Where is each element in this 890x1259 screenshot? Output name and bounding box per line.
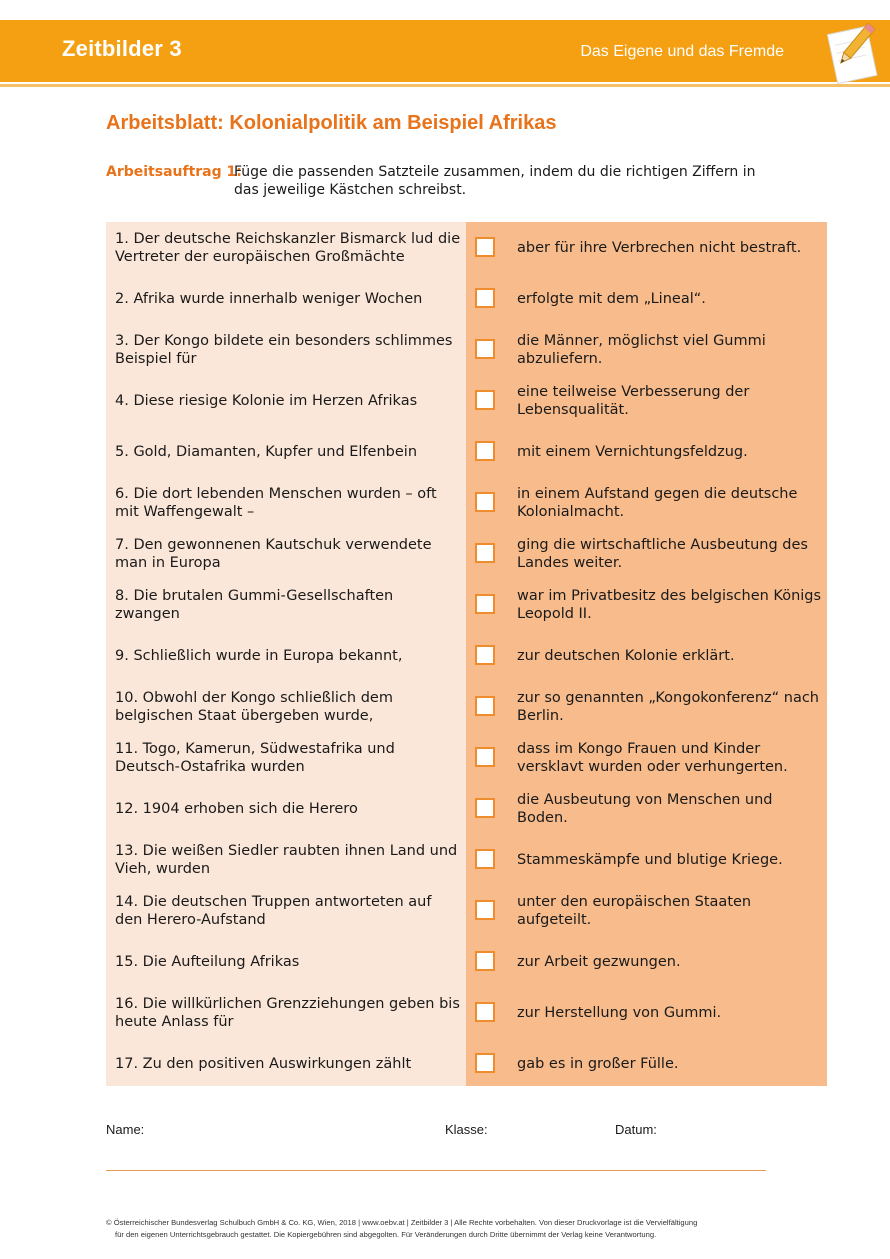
sentence-start: 11. Togo, Kamerun, Südwestafrika und Deutsch-Ostafrika wurden — [115, 740, 395, 775]
sentence-end: zur deutschen Kolonie erklärt. — [517, 647, 735, 664]
sentence-end: gab es in großer Fülle. — [517, 1055, 679, 1072]
sentence-end: erfolgte mit dem „Lineal“. — [517, 290, 706, 307]
answer-box[interactable] — [475, 1002, 495, 1022]
sentence-end: ging die wirtschaftliche Ausbeutung des Landes weiter. — [517, 536, 808, 571]
name-field-label: Name: — [106, 1122, 145, 1137]
sentence-end: Stammeskämpfe und blutige Kriege. — [517, 851, 783, 868]
class-field-label: Klasse: — [445, 1122, 488, 1137]
sentence-start: 17. Zu den positiven Auswirkungen zählt — [115, 1055, 412, 1072]
table-row — [106, 375, 827, 426]
sentence-end: zur Herstellung von Gummi. — [517, 1004, 722, 1021]
answer-box[interactable] — [475, 543, 495, 563]
answer-box[interactable] — [475, 747, 495, 767]
answer-box[interactable] — [475, 900, 495, 920]
answer-box[interactable] — [475, 237, 495, 257]
sentence-end: die Männer, möglichst viel Gummi abzuliefern. — [517, 332, 766, 367]
sentence-start: 4. Diese riesige Kolonie im Herzen Afrikas — [115, 392, 418, 409]
sentence-end: dass im Kongo Frauen und Kinder versklavt wurden oder verhungerten. — [517, 740, 788, 775]
sentence-start: 10. Obwohl der Kongo schließlich dem belgischen Staat übergeben wurde, — [115, 689, 393, 724]
footer-line-2: für den eigenen Unterrichtsgebrauch gestattet. Die Kopiergebühren sind abgegolten. Für Veränderungen durch Dritte übernimmt der Verlag keine Verantwortung. — [115, 1230, 657, 1239]
date-field-label: Datum: — [615, 1122, 657, 1137]
table-row — [106, 834, 827, 885]
table-row — [106, 477, 827, 528]
answer-box[interactable] — [475, 288, 495, 308]
table-row — [106, 1038, 827, 1089]
table-row — [106, 273, 827, 324]
task-instruction — [106, 163, 786, 198]
sentence-end: in einem Aufstand gegen die deutsche Kolonialmacht. — [517, 485, 798, 520]
answer-box[interactable] — [475, 441, 495, 461]
sentence-end: aber für ihre Verbrechen nicht bestraft. — [517, 239, 802, 256]
sentence-start: 3. Der Kongo bildete ein besonders schlimmes Beispiel für — [115, 332, 453, 367]
sentence-start: 15. Die Aufteilung Afrikas — [115, 953, 300, 970]
sentence-start: 12. 1904 erhoben sich die Herero — [115, 800, 358, 817]
footer-line-1: © Österreichischer Bundesverlag Schulbuch GmbH & Co. KG, Wien, 2018 | www.oebv.at | Zeitbilder 3 | Alle Rechte vorbehalten. Von dieser Druckvorlage ist die Vervielfältigung — [106, 1218, 698, 1227]
sentence-start: 7. Den gewonnenen Kautschuk verwendete man in Europa — [115, 536, 432, 571]
task-label: Arbeitsauftrag 1: — [106, 164, 242, 180]
table-row — [106, 324, 827, 375]
answer-box[interactable] — [475, 696, 495, 716]
table-row — [106, 579, 827, 630]
table-row — [106, 681, 827, 732]
table-row — [106, 885, 827, 936]
table-row — [106, 936, 827, 987]
sentence-start: 8. Die brutalen Gummi-Gesellschaften zwangen — [115, 587, 394, 622]
table-row — [106, 222, 827, 273]
answer-box[interactable] — [475, 1053, 495, 1073]
sentence-end: die Ausbeutung von Menschen und Boden. — [517, 791, 773, 826]
sentence-start: 9. Schließlich wurde in Europa bekannt, — [115, 647, 403, 664]
sentence-start: 13. Die weißen Siedler raubten ihnen Land und Vieh, wurden — [115, 842, 458, 877]
answer-box[interactable] — [475, 645, 495, 665]
table-row — [106, 426, 827, 477]
answer-box[interactable] — [475, 594, 495, 614]
copyright-footer — [106, 1217, 796, 1241]
header-stripe — [0, 84, 890, 87]
sentence-start: 16. Die willkürlichen Grenzziehungen geben bis heute Anlass für — [115, 995, 460, 1030]
note-pencil-icon — [822, 18, 882, 90]
table-row — [106, 630, 827, 681]
answer-box[interactable] — [475, 951, 495, 971]
answer-box[interactable] — [475, 492, 495, 512]
brand-title: Zeitbilder 3 — [62, 36, 182, 61]
sentence-start: 5. Gold, Diamanten, Kupfer und Elfenbein — [115, 443, 418, 460]
sentence-end: zur Arbeit gezwungen. — [517, 953, 681, 970]
table-row — [106, 783, 827, 834]
sentence-start: 6. Die dort lebenden Menschen wurden – oft mit Waffengewalt – — [115, 485, 437, 520]
sentence-end: eine teilweise Verbesserung der Lebensqualität. — [517, 383, 750, 418]
sentence-end: zur so genannten „Kongokonferenz“ nach Berlin. — [517, 689, 820, 724]
matching-table — [106, 222, 827, 1086]
chapter-subject: Das Eigene und das Fremde — [580, 43, 784, 60]
sentence-end: mit einem Vernichtungsfeldzug. — [517, 443, 748, 460]
table-row — [106, 528, 827, 579]
answer-box[interactable] — [475, 849, 495, 869]
answer-box[interactable] — [475, 339, 495, 359]
sentence-start: 1. Der deutsche Reichskanzler Bismarck lud die Vertreter der europäischen Großmächte — [115, 230, 461, 265]
table-row — [106, 732, 827, 783]
sentence-start: 14. Die deutschen Truppen antworteten auf den Herero-Aufstand — [115, 893, 432, 928]
answer-box[interactable] — [475, 390, 495, 410]
signature-line[interactable] — [106, 1170, 766, 1171]
sentence-end: unter den europäischen Staaten aufgeteilt. — [517, 893, 752, 928]
table-row — [106, 987, 827, 1038]
sentence-end: war im Privatbesitz des belgischen Königs Leopold II. — [517, 587, 822, 622]
answer-box[interactable] — [475, 798, 495, 818]
page-title: Arbeitsblatt: Kolonialpolitik am Beispiel Afrikas — [106, 112, 557, 134]
sentence-start: 2. Afrika wurde innerhalb weniger Wochen — [115, 290, 423, 307]
task-text: Füge die passenden Satzteile zusammen, indem du die richtigen Ziffern in das jeweilige Kästchen schreibst. — [234, 164, 756, 198]
